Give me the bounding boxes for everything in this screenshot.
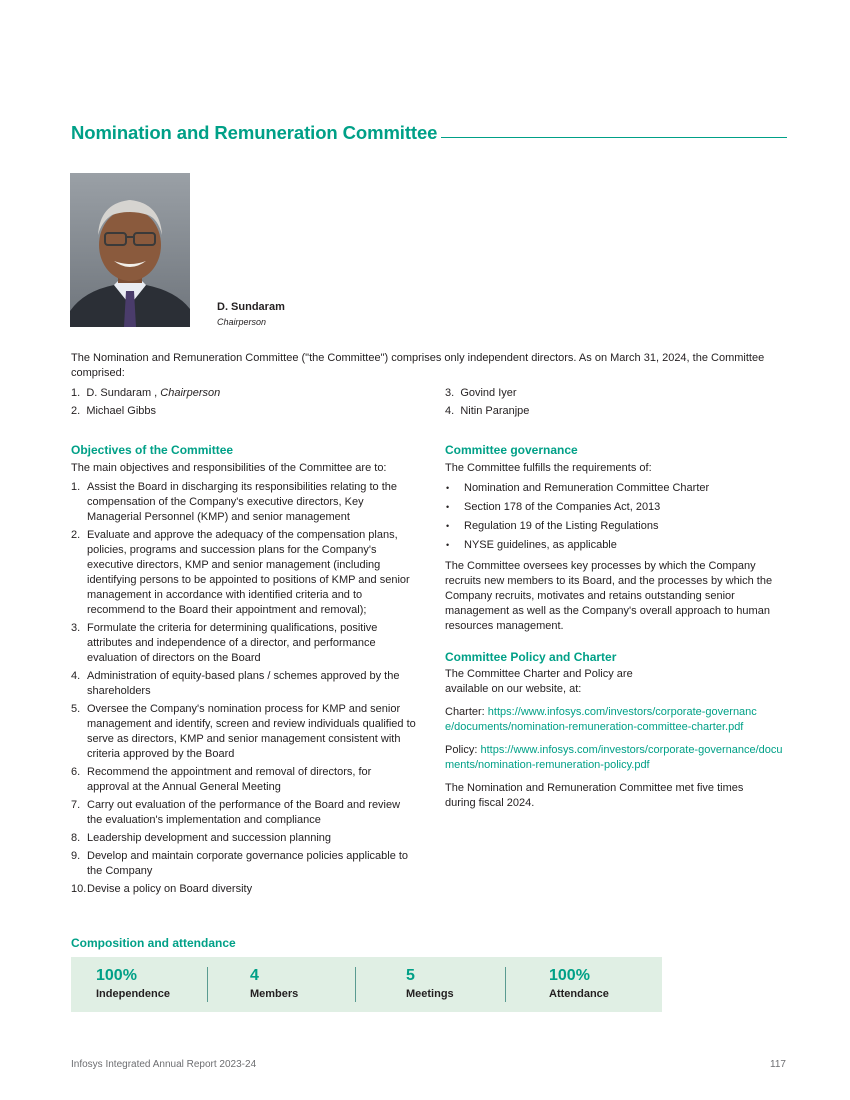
stat-value: 100% [96,967,137,984]
objectives-list [71,480,416,897]
governance-list [445,481,785,553]
objectives-heading: Objectives of the Committee [71,443,234,457]
composition-stats-bar [71,957,662,1012]
page-number: 117 [770,1059,786,1070]
footer-report-title: Infosys Integrated Annual Report 2023-24 [71,1059,257,1070]
list-item: 2. Evaluate and approve the adequacy of the compensation plans, policies, programs and succession plans for the Company's executive directors, KMP and senior management (including identifying persons to be appointed to positions of KMP and senior management in accordance with identified criteria and to recommend to the Board their appointment and removal); [71,529,410,616]
list-item: • Section 178 of the Companies Act, 2013 [445,500,785,515]
member-item [71,402,220,420]
portrait-image [70,173,190,327]
policy-line [445,743,785,773]
list-item: • Regulation 19 of the Listing Regulations [445,519,785,534]
list-item: 7. Carry out evaluation of the performance of the Board and review the evaluation's implementation and compliance [71,799,401,826]
stat-divider [355,967,356,1002]
governance-body: The Committee oversees key processes by which the Company recruits new members to its Board, and the processes by which the Company recruits, motivates and retains outstanding senior management as well as the Company's overall approach to human resources management. [445,560,773,632]
member-item [71,384,220,402]
member-item [445,384,529,402]
stat-label: Attendance [549,988,609,1000]
member-name: D. Sundaram , [86,387,161,399]
stat-attendance [549,966,609,1000]
stat-meetings [406,966,454,1000]
member-name: Michael Gibbs [86,405,157,417]
member-number: 3. [445,387,455,399]
governance-section [445,443,785,811]
composition-section [71,936,236,950]
page-title: Nomination and Remuneration Committee [71,122,438,143]
objectives-section [71,443,416,900]
list-item: • Nomination and Remuneration Committee Charter [445,481,785,496]
stat-value: 100% [549,967,590,984]
stat-divider [207,967,208,1002]
list-item: 3. Formulate the criteria for determining qualifications, positive attributes and independence of a director, and performance evaluation of directors on the Board [71,622,378,664]
chairperson-name: D. Sundaram [217,301,285,313]
list-item: • NYSE guidelines, as applicable [445,538,785,553]
member-role: Chairperson [160,387,221,399]
stat-value: 4 [250,967,259,984]
member-item [445,402,529,420]
list-item: 4. Administration of equity-based plans / schemes approved by the shareholders [71,670,400,697]
stat-independence [96,966,170,1000]
policy-link[interactable]: https://www.infosys.com/investors/corporate-governance/documents/nomination-remuneration-policy.pdf [445,744,783,771]
objectives-intro: The main objectives and responsibilities of the Committee are to: [71,462,387,474]
list-item: 1. Assist the Board in discharging its responsibilities relating to the compensation of the Company's executive directors, Key Managerial Personnel (KMP) and senior management [71,481,397,523]
title-rule [441,137,787,138]
stat-label: Meetings [406,988,454,1000]
member-number: 1. [71,387,81,399]
charter-link[interactable]: https://www.infosys.com/investors/corporate-governance/documents/nomination-remuneration-committee-charter.pdf [445,706,757,733]
charter-label: Charter: [445,706,488,718]
list-item: 9. Develop and maintain corporate governance policies applicable to the Company [71,850,409,877]
stat-value: 5 [406,967,415,984]
list-item: 5. Oversee the Company's nomination process for KMP and senior management and identify, screen and review individuals qualified to serve as directors, KMP and senior management consistent with criteria approved by the Board [71,703,416,760]
chairperson-role: Chairperson [217,317,267,327]
stat-label: Members [250,988,299,1000]
members-list-left [71,384,220,420]
charter-line [445,705,765,735]
governance-heading: Committee governance [445,443,578,457]
member-name: Govind Iyer [460,387,517,399]
page-header [71,118,787,144]
policy-intro: The Committee Charter and Policy are available on our website, at: [445,668,633,695]
governance-intro: The Committee fulfills the requirements of: [445,462,652,474]
member-name: Nitin Paranjpe [460,405,530,417]
member-number: 2. [71,405,81,417]
stat-divider [505,967,506,1002]
stat-members [250,966,298,1000]
list-item: 8. Leadership development and succession planning [71,832,332,844]
member-number: 4. [445,405,455,417]
stat-label: Independence [96,988,170,1000]
policy-label: Policy: [445,744,481,756]
list-item: 10. Devise a policy on Board diversity [71,883,253,895]
members-list-right [445,384,529,420]
list-item: 6. Recommend the appointment and removal of directors, for approval at the Annual General Meeting [71,766,372,793]
chairperson-photo [70,173,190,327]
composition-heading: Composition and attendance [71,936,236,950]
meetings-note: The Nomination and Remuneration Committee met five times during fiscal 2024. [445,782,744,809]
intro-paragraph: The Nomination and Remuneration Committee ("the Committee") comprises only independent directors. As on March 31, 2024, the Committee comprised: [71,352,765,379]
policy-heading: Committee Policy and Charter [445,650,617,664]
